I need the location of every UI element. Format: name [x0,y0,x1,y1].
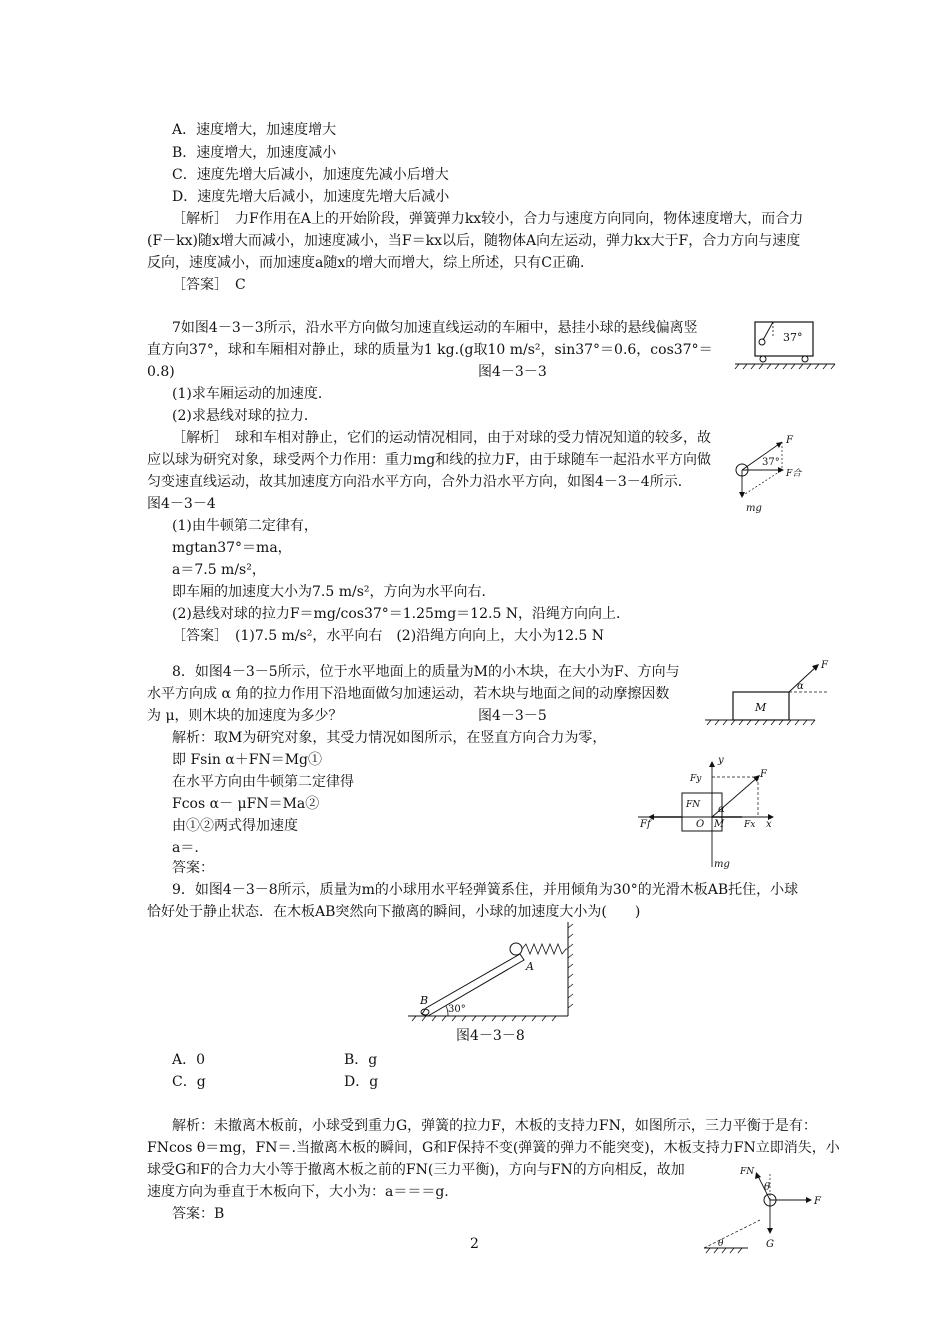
q7-analysis-line-2: 应以球为研究对象，球受两个力作用：重力mg和线的拉力F，由于球随车一起沿水平方向做 [147,452,711,468]
q9-solution-line-1: 解析：未撤离木板前，小球受到重力G，弹簧的拉力F，木板的支持力FN，如图所示，三力平衡于是有： [172,1118,817,1134]
q6-option-c: C．速度先增大后减小，加速度先减小后增大 [172,167,449,183]
q7-stem-line-3: 0.8) [147,364,175,380]
q8-stem-line-2: 水平方向成 α 角的拉力作用下沿地面做匀加速运动，若木块与地面之间的动摩擦因数 [147,686,670,702]
q7-sub-question-1: (1)求车厢运动的加速度． [172,386,332,402]
page-number: 2 [470,1236,479,1252]
q9-stem-line-1: 9．如图4－3－8所示，质量为m的小球用水平轻弹簧系住，并用倾角为30°的光滑木板AB托住，小球 [172,882,799,898]
block-pull-figure [705,658,835,730]
ball-force-Fhe-label: F合 [786,469,802,479]
ball-force-figure [728,430,808,512]
q6-option-d: D．速度先增大后减小，加速度先增大后减小 [172,189,450,205]
q8-figure-caption: 图4－3－5 [478,708,547,724]
q6-analysis-line-3: 反向，速度减小，而加速度a随x的增大而增大，综上所述，只有C正确． [147,255,594,271]
decomp-x-label: x [766,819,772,830]
q7-figure-2-caption: 图4－3－4 [147,496,216,512]
block-M-label: M [755,701,767,714]
q9-force-theta2-label: θ [718,1239,724,1249]
incline-spring-figure [408,922,583,1022]
q7-figure-caption: 图4－3－3 [478,364,547,380]
decomp-Fx-label: Fx [744,820,756,830]
incline-angle-label: 30° [448,1004,466,1015]
q9-option-c: C．g [172,1074,206,1090]
q6-analysis-line-2: (F－kx)随x增大而减小，加速度减小，当F＝kx以后，随物体A向左运动，弹力kx大于F，合力方向与速度 [147,233,801,249]
q8-answer: 答案： [172,860,214,876]
q8-solution-line-3: 在水平方向由牛顿第二定律得 [172,774,354,790]
incline-A-label: A [526,960,534,973]
q9-option-a: A．0 [172,1052,206,1068]
decomp-FN-label: FN [686,800,701,810]
q8-stem-line-3: 为 μ，则木块的加速度为多少？ [147,708,343,724]
q8-stem-line-1: 8．如图4－3－5所示，位于水平地面上的质量为M的小木块，在大小为F、方向与 [172,664,680,680]
q7-step-1: (1)由牛顿第二定律有， [172,518,318,534]
q9-force-theta-label: θ [764,1182,771,1193]
decomp-y-label: y [718,755,724,766]
q9-option-b: B．g [344,1052,378,1068]
q8-solution-line-1: 解析：取M为研究对象，其受力情况如图所示，在竖直方向合力为零， [172,730,607,746]
q7-stem-line-1: 7如图4－3－3所示，沿水平方向做匀加速直线运动的车厢中，悬挂小球的悬线偏离竖 [172,320,698,336]
q9-force-F-label: F [814,1196,821,1207]
q9-force-FN-label: FN [740,1167,755,1177]
block-force-decomposition-figure [638,755,788,870]
q7-stem-line-2: 直方向37°，球和车厢相对静止，球的质量为1 kg.(g取10 m/s²，sin37°＝0.6，cos37°＝ [147,342,713,358]
q9-solution-line-4: 速度方向为垂直于木板向下，大小为：a＝＝＝g. [147,1184,449,1200]
ball-force-F-label: F [786,435,793,446]
q9-solution-line-3: 球受G和F的合力大小等于撤离木板之前的FN(三力平衡)，方向与FN的方向相反，故加 [147,1162,685,1178]
ball-force-angle-label: 37° [762,457,780,468]
block-F-label: F [821,660,828,671]
decomp-O-label: O [696,819,705,830]
decomp-Fy-label: Fy [690,774,702,784]
incline-B-label: B [420,994,429,1007]
q7-sub-question-2: (2)求悬线对球的拉力． [172,408,318,424]
carriage-angle-label: 37° [783,331,803,344]
decomp-M-label: M [714,819,725,830]
q6-analysis-line-1: ［解析］ 力F作用在A上的开始阶段，弹簧弹力kx较小，合力与速度方向同向，物体速度增大，而合力 [172,211,804,227]
q8-solution-line-2: 即 Fsin α＋FN＝Mg① [172,752,323,768]
ball-on-incline-force-figure [700,1160,830,1255]
q9-figure-caption: 图4－3－8 [456,1028,525,1044]
q6-option-a: A．速度增大，加速度增大 [172,122,337,138]
q6-answer: ［答案］ C [172,277,246,293]
ball-force-mg-label: mg [746,503,762,514]
decomp-mg-label: mg [714,859,730,870]
q7-step-4: 即车厢的加速度大小为7.5 m/s²，方向为水平向右． [172,584,496,600]
q7-step-5: (2)悬线对球的拉力F＝mg/cos37°＝1.25mg＝12.5 N，沿绳方向向上． [172,606,631,622]
q9-option-d: D．g [344,1074,379,1090]
q7-step-2: mgtan37°＝ma， [172,540,292,556]
q9-stem-line-2: 恰好处于静止状态．在木板AB突然向下撤离的瞬间，小球的加速度大小为( ) [147,904,641,920]
q9-solution-line-2: FNcos θ＝mg，FN＝.当撤离木板的瞬间，G和F保持不变(弹簧的弹力不能突变)，木板支持力FN立即消失，小 [147,1140,840,1156]
q8-solution-line-5: 由①②两式得加速度 [172,818,298,834]
decomp-F-label: F [760,769,767,780]
q7-step-3: a＝7.5 m/s²， [172,562,266,578]
decomp-Ff-label: Ff [640,819,651,830]
q7-answer: ［答案］ (1)7.5 m/s²，水平向右 (2)沿绳方向向上，大小为12.5 N [172,628,605,644]
q8-solution-line-4: Fcos α－ μFN＝Ma② [172,796,320,812]
block-alpha-label: α [797,681,804,692]
decomp-alpha-label: α [718,804,725,815]
q8-solution-line-6: a＝. [172,840,199,856]
q9-force-G-label: G [766,1239,774,1250]
q7-analysis-line-3: 匀变速直线运动，故其加速度方向沿水平方向，合外力沿水平方向，如图4－3－4所示． [147,474,692,490]
q9-answer: 答案：B [172,1206,225,1222]
carriage-figure [735,318,835,370]
q6-option-b: B．速度增大，加速度减小 [172,145,337,161]
q7-analysis-line-1: ［解析］ 球和车相对静止，它们的运动情况相同，由于对球的受力情况知道的较多，故 [172,430,711,446]
